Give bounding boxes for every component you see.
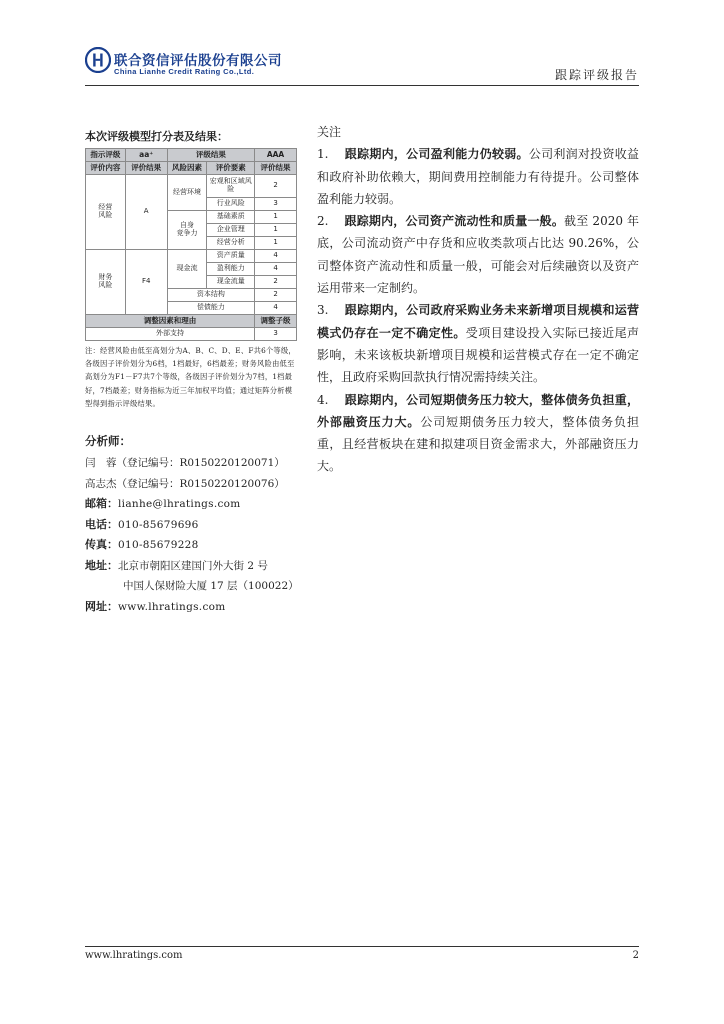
contact-block: [85, 453, 297, 617]
table-row: [86, 315, 297, 328]
page-number: 2: [632, 950, 639, 961]
address-label: 地址：: [85, 558, 118, 572]
concern-text: 受项目建设投入实际已接近尾声影响，未来该板块新增项目规模和运营模式存在一定不确定性，且政府采购回款执行情况需持续关注。: [317, 325, 639, 385]
column-header: 评价结果: [125, 162, 167, 175]
website-link[interactable]: www.lhratings.com: [118, 600, 226, 613]
concern-text: 截至 2020 年底，公司流动资产中存货和应收类款项占比达 90.26%，公司整体资产流动性和质量一般，可能会对后续融资以及资产运用带来一定制约。: [317, 214, 639, 296]
table-cell: 盈利能力: [207, 263, 255, 276]
score-table-title: 本次评级模型打分表及结果：: [85, 130, 228, 143]
concern-headline: 跟踪期内，公司政府采购业务未来新增项目规模和运营模式仍存在一定不确定性。: [317, 303, 639, 340]
self-competitiveness-label: 自身 竞争力: [167, 211, 207, 250]
column-header: 评价内容: [86, 162, 126, 175]
concern-headline: 跟踪期内，公司盈利能力仍较弱。: [344, 147, 529, 162]
table-cell: 资产质量: [207, 250, 255, 263]
website-line: [85, 597, 297, 618]
phone-line: [85, 515, 297, 536]
concerns-section: [317, 121, 639, 478]
op-risk-result: A: [125, 175, 167, 250]
table-cell: 现金流量: [207, 276, 255, 289]
column-header: 评价结果: [255, 162, 297, 175]
concern-number: 4.: [317, 392, 329, 407]
table-cell: 2: [255, 289, 297, 302]
table-cell: 外部支持: [86, 328, 255, 341]
email-line: [85, 494, 297, 515]
address-text: 北京市朝阳区建国门外大街 2 号: [118, 559, 268, 572]
email-label: 邮箱：: [85, 497, 118, 511]
table-note: 注：经营风险由低至高划分为A、B、C、D、E、F共6个等级，各级因子评价划分为6档，1档最好，6档最差；财务风险由低至高划分为F1－F7共7个等级，各级因子评价划分为7档，1档最好，7档最差；财务指标为近三年加权平均值；通过矩阵分析模型得到指示评级结果。: [85, 346, 296, 408]
indicative-rating-value: aa⁺: [125, 149, 167, 162]
fax-label: 传真：: [85, 538, 118, 552]
column-header: 评价要素: [207, 162, 255, 175]
header-divider: [85, 85, 639, 86]
table-cell: 1: [255, 211, 297, 224]
concern-number: 2.: [317, 214, 329, 229]
table-cell: 企业管理: [207, 224, 255, 237]
website-label: 网址：: [85, 599, 118, 613]
table-cell: 3: [255, 328, 297, 341]
table-cell: 3: [255, 198, 297, 211]
concern-item: [317, 210, 639, 299]
concern-item: [317, 389, 639, 478]
score-table: [85, 148, 297, 341]
phone-label: 电话：: [85, 517, 118, 531]
analyst-name: 闫 蓉（登记编号：R0150220120071）: [85, 457, 285, 470]
concern-item: [317, 143, 639, 210]
table-cell: 偿债能力: [167, 302, 255, 315]
footer-url[interactable]: www.lhratings.com: [85, 950, 183, 961]
left-column: [85, 128, 297, 617]
indicative-rating-label: 指示评级: [86, 149, 126, 162]
concern-number: 1.: [317, 147, 329, 162]
table-cell: 4: [255, 250, 297, 263]
table-row: [86, 149, 297, 162]
table-row: [86, 250, 297, 263]
table-cell: 基础素质: [207, 211, 255, 224]
table-cell: 经营分析: [207, 237, 255, 250]
table-row: [86, 328, 297, 341]
table-row: [86, 162, 297, 175]
rating-result-label: 评级结果: [167, 149, 255, 162]
fin-risk-label: 财务 风险: [86, 250, 126, 315]
concern-item: [317, 299, 639, 388]
table-cell: 2: [255, 175, 297, 198]
concern-number: 3.: [317, 303, 329, 318]
table-row: [86, 175, 297, 198]
email-link[interactable]: lianhe@lhratings.com: [118, 498, 241, 511]
column-header: 调整子级: [255, 315, 297, 328]
column-header: 风险因素: [167, 162, 207, 175]
column-header: 调整因素和理由: [86, 315, 255, 328]
concern-text: 公司利润对投资收益和政府补助依赖大，期间费用控制能力有待提升。公司整体盈利能力较弱。: [317, 147, 639, 206]
table-cell: 4: [255, 263, 297, 276]
footer-divider: [85, 946, 639, 947]
fin-risk-result: F4: [125, 250, 167, 315]
table-cell: 1: [255, 237, 297, 250]
company-logo: [85, 47, 111, 73]
fax-number: 010-85679228: [118, 539, 199, 552]
concerns-title: 关注: [317, 125, 342, 139]
table-cell: 1: [255, 224, 297, 237]
report-type: 跟踪评级报告: [554, 68, 639, 82]
concern-headline: 跟踪期内，公司短期债务压力较大，整体债务负担重，外部融资压力大。: [317, 392, 639, 429]
table-cell: 行业风险: [207, 198, 255, 211]
analyst-name: 高志杰（登记编号：R0150220120076）: [85, 477, 285, 490]
table-cell: 宏观和区域风险: [207, 175, 255, 198]
rating-result-value: AAA: [255, 149, 297, 162]
cash-flow-label: 现金流: [167, 250, 207, 289]
concern-headline: 跟踪期内，公司资产流动性和质量一般。: [344, 214, 565, 229]
concern-text: 公司短期债务压力较大，整体债务负担重，且经营板块在建和拟建项目资金需求大，外部融资压力大。: [317, 414, 639, 474]
address-line-2: 中国人保财险大厦 17 层（100022）: [123, 580, 299, 593]
address-line: [85, 556, 297, 577]
table-cell: 资本结构: [167, 289, 255, 302]
phone-number: 010-85679696: [118, 518, 199, 531]
fax-line: [85, 535, 297, 556]
business-env-label: 经营环境: [167, 175, 207, 211]
analyst-title: 分析师：: [85, 434, 131, 449]
company-name-en: China Lianhe Credit Rating Co.,Ltd.: [114, 67, 255, 76]
table-cell: 4: [255, 302, 297, 315]
company-name-cn: 联合资信评估股份有限公司: [114, 53, 282, 69]
op-risk-label: 经营 风险: [86, 175, 126, 250]
table-cell: 2: [255, 276, 297, 289]
